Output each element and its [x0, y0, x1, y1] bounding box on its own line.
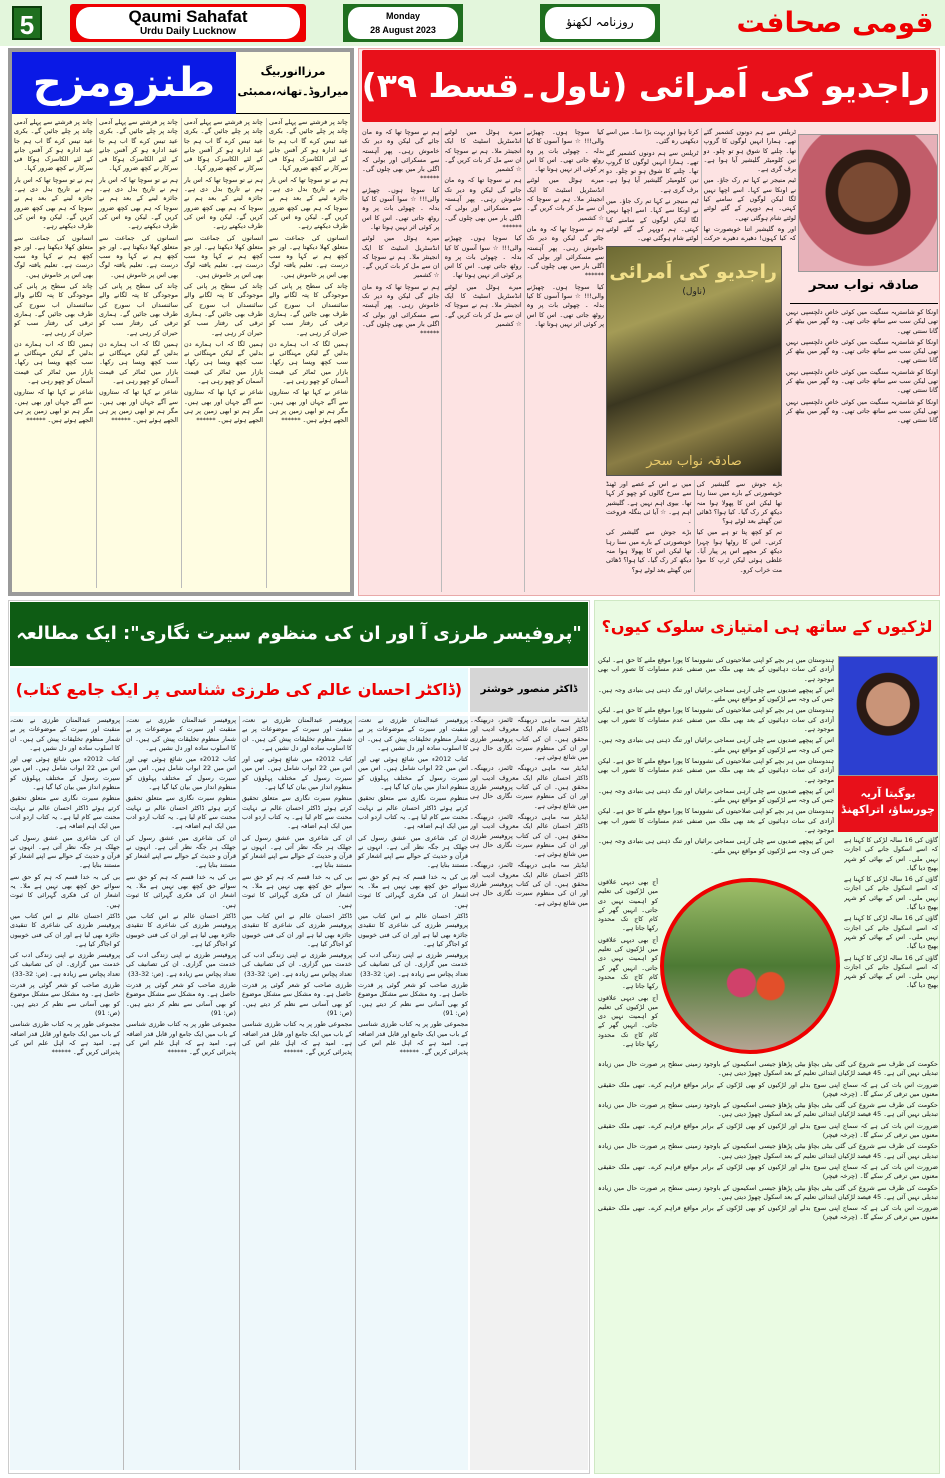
- professor-subheadline: (ڈاکٹر احسان عالم کی طرزی شناسی پر ایک جامع کتاب): [10, 668, 468, 712]
- paragraph: اس کے پیچھے صدیوں سے چلی آرہی سماجی برائیاں اور تنگ ذہنی ہی بنیادی وجہ ہیں۔ جس کی وجہ سے لڑکیوں کو مواقع نہیں ملتے۔: [598, 736, 834, 754]
- paragraph: حکومت کی طرف سے شروع کی گئی بیٹی بچاؤ بیٹی پڑھاؤ جیسی اسکیموں کے باوجود زمینی سطح پر صورت حال میں زیادہ تبدیلی نہیں آئی ہے۔ 45 فیصد لڑکیاں ابتدائی تعلیم کے بعد اسکول چھوڑ دیتی ہیں۔: [598, 1183, 938, 1201]
- paragraph: ضرورت اس بات کی ہے کہ سماج اپنی سوچ بدلے اور لڑکیوں کو بھی لڑکوں کے برابر مواقع فراہم کرے۔ تبھی ملک حقیقی معنوں میں ترقی کر سکے گا۔ (چرخہ فیچر): [598, 1204, 938, 1222]
- paragraph: بی کی بہ خدا قسم کہ ہم کو حق سے سوائے حق کچھ بھی نہیں ہے ملا۔ یہ اشعار ان کی فکری گہرائی کا ثبوت ہیں۔: [242, 872, 352, 909]
- day-label: Monday: [385, 11, 420, 21]
- paragraph: چاند کی سطح پر پانی کی موجودگی کا پتہ لگانے والے سائنسداں اب سورج کی طرف بھی جائیں گے۔ ہماری ترقی کی رفتار سب کو حیران کر رہی ہے۔: [269, 282, 348, 337]
- paragraph: ٹریلس سے ہم دونوں کشمیر گئے تھے۔ ہمارا انہیں لوگوں کا گروپ تھا۔ چلنے کا شوق ہو تو چلو۔ دو تین کلومیٹر گلیشیر آیا ہوا ہے۔ برف گری ہے۔: [606, 148, 699, 194]
- masthead-title: Qaumi Sahafat: [128, 7, 248, 26]
- professor-body: [10, 716, 468, 1470]
- girls-body-left: [598, 878, 658, 1058]
- masthead-logo: [70, 4, 306, 42]
- paragraph: منظوم سیرت نگاری سے متعلق تحقیق کرتے ہوئے ڈاکٹر احسان عالم نے نہایت محنت سے کام لیا ہے۔ یہ کتاب اردو ادب میں ایک اہم اضافہ ہے۔: [358, 794, 468, 831]
- tanz-body: [14, 118, 348, 588]
- paragraph: بی کی بہ خدا قسم کہ ہم کو حق سے سوائے حق کچھ بھی نہیں ہے ملا۔ یہ اشعار ان کی فکری گہرائی کا ثبوت ہیں۔: [126, 872, 236, 909]
- paragraph: طرزی صاحب کو شعر گوئی پر قدرت حاصل ہے۔ وہ مشکل سے مشکل موضوع کو بھی آسانی سے نظم کر دیتے ہیں۔ (ص: 91): [10, 981, 120, 1017]
- paragraph: ہم نے تو سوچا تھا کہ اس بار ہم نے تاریخ بدل دی ہے۔ جائزہ لینے کے بعد ہم نے سوچا کہ ہم بھی کچھ ضرور کریں گے۔ لیکن وہ اس کی طرف دیکھتے رہے۔: [99, 175, 178, 231]
- paragraph: ڈاکٹر احسان عالم نے اس کتاب میں پروفیسر طرزی کی شاعری کا تنقیدی جائزہ بھی لیا ہے اور ان کی فنی خوبیوں کو اجاگر کیا ہے۔: [242, 911, 352, 948]
- paragraph: کتاب 2012ء میں شائع ہوئی تھی اور اس میں 22 ابواب شامل ہیں۔ اس میں سیرت رسول کے مختلف پہلوؤں کو منظوم انداز میں بیان کیا گیا ہے۔: [126, 755, 236, 792]
- paragraph: میں نے اس کے غصے اور ٹھنڈ سے سرخ گالوں کو چھو کر کہا تھا۔ بیوی اہم نہیں ہے۔ گلیشیر اہم ہے۔ ☆ آیا ئی بنگلہ فروخت ۔: [606, 480, 692, 526]
- book-subtitle: (ناول): [682, 287, 706, 297]
- girls-headline: لڑکیوں کے ساتھ ہی امتیازی سلوک کیوں؟: [601, 617, 933, 636]
- paragraph: انسانوں کی جماعت سے متعلق کھلا دیکھتا ہے۔ اور جو کچھ ہم نے کہا وہ سب درست ہے۔ تعلیم یافتہ لوگ بھی اس پر خاموش ہیں۔: [269, 233, 348, 279]
- book-cover-image: [606, 246, 782, 476]
- paragraph: منظوم سیرت نگاری سے متعلق تحقیق کرتے ہوئے ڈاکٹر احسان عالم نے نہایت محنت سے کام لیا ہے۔ یہ کتاب اردو ادب میں ایک اہم اضافہ ہے۔: [126, 794, 236, 831]
- paragraph: پروفیسر عبدالمنان طرزی نے نعت، منقبت اور سیرت کے موضوعات پر بے شمار منظوم تخلیقات پیش کی ہیں۔ ان کا اسلوب سادہ اور دل نشیں ہے۔: [358, 716, 468, 752]
- paragraph: انسانوں کی جماعت سے متعلق کھلا دیکھتا ہے۔ اور جو کچھ ہم نے کہا وہ سب درست ہے۔ تعلیم یافتہ لوگ بھی اس پر خاموش ہیں۔: [184, 233, 263, 279]
- paragraph: پروفیسر طرزی نے اپنی زندگی ادب کی خدمت میں گزاری۔ ان کی تصانیف کی تعداد پچاس سے زیادہ ہے۔ (ص: 32-33): [358, 951, 468, 978]
- paragraph: ہم نے سوچا تھا کہ وہ مان جائے گی لیکن وہ دیر تک خاموش رہی۔ پھر آہستہ سے مسکرائی اور بولی کہ اگلی بار میں بھی چلوں گی۔ ******: [362, 282, 440, 338]
- paragraph: میرے ہوٹل میں لوٹنے انڈسٹریل اسٹیٹ کا ایک انجینئر ملا۔ ہم نے سوچا کہ ان سے مل کر بات کریں گے۔ ☆ کشمیر: [444, 282, 522, 328]
- paragraph: حکومت کی طرف سے شروع کی گئی بیٹی بچاؤ بیٹی پڑھاؤ جیسی اسکیموں کے باوجود زمینی سطح پر صورت حال میں زیادہ تبدیلی نہیں آئی ہے۔ 45 فیصد لڑکیاں ابتدائی تعلیم کے بعد اسکول چھوڑ دیتی ہیں۔: [598, 1101, 938, 1119]
- paragraph: منظوم سیرت نگاری سے متعلق تحقیق کرتے ہوئے ڈاکٹر احسان عالم نے نہایت محنت سے کام لیا ہے۔ یہ کتاب اردو ادب میں ایک اہم اضافہ ہے۔: [10, 794, 120, 831]
- paragraph: گاؤں کی 16 سالہ لڑکی کا کہنا ہے کہ اسے اسکول جانے کی اجازت نہیں ملی۔ اس کے بھائی کو شہر بھیج دیا گیا۔: [844, 953, 938, 990]
- paragraph: اونکا کو شاستریہ سنگیت میں کوئی خاص دلچسپی نہیں تھی لیکن سب سے ساتھ جاتی تھی۔ وہ گھر میں بیٹھ کر گانا سنتی تھی۔: [786, 337, 938, 365]
- paragraph: چاند پر فرشتے سے پہلے آدمی چاند پر چلے جائیں گے۔ بکری عید تیس کرے گا اب ہم جا عید ادارہ ہو کر آفس جانے کے لئے الکاسزک ہوکا فی سرکار نے کچھ ضرور کہا۔: [99, 118, 178, 173]
- paragraph: انسانوں کی جماعت سے متعلق کھلا دیکھتا ہے۔ اور جو کچھ ہم نے کہا وہ سب درست ہے۔ تعلیم یافتہ لوگ بھی اس پر خاموش ہیں۔: [14, 233, 93, 279]
- paragraph: آج بھی دیہی علاقوں میں لڑکیوں کی تعلیم کو اہمیت نہیں دی جاتی۔ انہیں گھر کے کام کاج تک محدود رکھا جاتا ہے۔: [598, 935, 658, 991]
- paragraph: منظوم سیرت نگاری سے متعلق تحقیق کرتے ہوئے ڈاکٹر احسان عالم نے نہایت محنت سے کام لیا ہے۔ یہ کتاب اردو ادب میں ایک اہم اضافہ ہے۔: [242, 794, 352, 831]
- tanz-location: میراروڈ۔تھانہ،ممبئی: [237, 85, 349, 98]
- roznama-label: روزنامہ لکھنؤ: [545, 7, 655, 39]
- paragraph: ہندوستان میں ہر بچے کو اپنی صلاحیتوں کی نشوونما کا پورا موقع ملنے کا حق ہے۔ لیکن آزادی کی سات دہائیوں کے بعد بھی ملک میں صنفی عدم مساوات کا تصور اب بھی موجود ہے۔: [598, 756, 834, 784]
- girls-body-bottom: [598, 1060, 938, 1470]
- paragraph: پروفیسر عبدالمنان طرزی نے نعت، منقبت اور سیرت کے موضوعات پر بے شمار منظوم تخلیقات پیش کی ہیں۔ ان کا اسلوب سادہ اور دل نشیں ہے۔: [126, 716, 236, 752]
- paragraph: شاعر نے کہا تھا کہ ستاروں سے آگے جہاں اور بھی ہیں۔ مگر ہم تو ابھی زمین پر ہی الجھے ہوئے ہیں۔ ******: [14, 388, 93, 425]
- paragraph: بی کی بہ خدا قسم کہ ہم کو حق سے سوائے حق کچھ بھی نہیں ہے ملا۔ یہ اشعار ان کی فکری گہرائی کا ثبوت ہیں۔: [10, 872, 120, 909]
- paragraph: چاند کی سطح پر پانی کی موجودگی کا پتہ لگانے والے سائنسداں اب سورج کی طرف بھی جائیں گے۔ ہماری ترقی کی رفتار سب کو حیران کر رہی ہے۔: [184, 282, 263, 337]
- paragraph: ڈاکٹر احسان عالم نے اس کتاب میں پروفیسر طرزی کی شاعری کا تنقیدی جائزہ بھی لیا ہے اور ان کی فنی خوبیوں کو اجاگر کیا ہے۔: [10, 911, 120, 948]
- paragraph: کیا سوچا ہوں۔ چھیڑنے والی!!! ☆ سوا آسوں کا کیا بدلہ ۔ چھوٹی بات پر وہ روٹھ جاتی تھی۔ اس کا اس پر کوئی اثر نہیں ہوتا تھا۔: [526, 282, 604, 328]
- girls-location: چورساؤ، اتراکھنڈ: [841, 803, 935, 816]
- paragraph: حکومت کی طرف سے شروع کی گئی بیٹی بچاؤ بیٹی پڑھاؤ جیسی اسکیموں کے باوجود زمینی سطح پر صورت حال میں زیادہ تبدیلی نہیں آئی ہے۔ 45 فیصد لڑکیاں ابتدائی تعلیم کے بعد اسکول چھوڑ دیتی ہیں۔: [598, 1060, 938, 1078]
- paragraph: چاند پر فرشتے سے پہلے آدمی چاند پر چلے جائیں گے۔ بکری عید تیس کرے گا اب ہم جا عید ادارہ ہو کر آفس جانے کے لئے الکاسزک ہوکا فی سرکار نے کچھ ضرور کہا۔: [184, 118, 263, 173]
- paragraph: شاعر نے کہا تھا کہ ستاروں سے آگے جہاں اور بھی ہیں۔ مگر ہم تو ابھی زمین پر ہی الجھے ہوئے ہیں۔ ******: [269, 388, 348, 425]
- paragraph: ان کی شاعری میں عشق رسول کی جھلک ہر جگہ نظر آتی ہے۔ انہوں نے قرآن و حدیث کے حوالے سے اپنے اشعار کو مستند بنایا ہے۔: [10, 833, 120, 870]
- paragraph: ان کی شاعری میں عشق رسول کی جھلک ہر جگہ نظر آتی ہے۔ انہوں نے قرآن و حدیث کے حوالے سے اپنے اشعار کو مستند بنایا ہے۔: [242, 833, 352, 870]
- paragraph: پروفیسر عبدالمنان طرزی نے نعت، منقبت اور سیرت کے موضوعات پر بے شمار منظوم تخلیقات پیش کی ہیں۔ ان کا اسلوب سادہ اور دل نشیں ہے۔: [10, 716, 120, 752]
- novel-author: صادقہ نواب سحر: [790, 278, 938, 304]
- paragraph: انسانوں کی جماعت سے متعلق کھلا دیکھتا ہے۔ اور جو کچھ ہم نے کہا وہ سب درست ہے۔ تعلیم یافتہ لوگ بھی اس پر خاموش ہیں۔: [99, 233, 178, 279]
- novel-body-right: [786, 308, 938, 594]
- paragraph: ڈاکٹر احسان عالم نے اس کتاب میں پروفیسر طرزی کی شاعری کا تنقیدی جائزہ بھی لیا ہے اور ان کی فنی خوبیوں کو اجاگر کیا ہے۔: [358, 911, 468, 948]
- paragraph: ہمیں لگا کہ اب ہمارے دن بدلیں گے لیکن مہنگائی نے سب کچھ ویسا ہی رکھا۔ بازار میں ٹماٹر کی قیمت آسمان کو چھو رہی ہے۔: [269, 339, 348, 386]
- girls-body-right: [844, 836, 938, 1056]
- paragraph: ایڈیٹر سہ ماہی دربھنگہ ٹائمز، دربھنگہ۔ ڈاکٹر احسان عالم ایک معروف ادیب اور محقق ہیں۔ ان کی کتاب پروفیسر طرزی اور ان کی منظوم سیرت نگاری حال ہی میں شائع ہوئی ہے۔: [470, 861, 588, 907]
- paragraph: ضرورت اس بات کی ہے کہ سماج اپنی سوچ بدلے اور لڑکیوں کو بھی لڑکوں کے برابر مواقع فراہم کرے۔ تبھی ملک حقیقی معنوں میں ترقی کر سکے گا۔ (چرخہ فیچر): [598, 1080, 938, 1098]
- roznama-box: [540, 4, 660, 42]
- paragraph: شاعر نے کہا تھا کہ ستاروں سے آگے جہاں اور بھی ہیں۔ مگر ہم تو ابھی زمین پر ہی الجھے ہوئے ہیں۔ ******: [99, 388, 178, 425]
- paragraph: ہم نے تو سوچا تھا کہ اس بار ہم نے تاریخ بدل دی ہے۔ جائزہ لینے کے بعد ہم نے سوچا کہ ہم بھی کچھ ضرور کریں گے۔ لیکن وہ اس کی طرف دیکھتے رہے۔: [184, 175, 263, 231]
- girls-author: یوگیتا آریہ: [860, 787, 916, 800]
- paragraph: چاند کی سطح پر پانی کی موجودگی کا پتہ لگانے والے سائنسداں اب سورج کی طرف بھی جائیں گے۔ ہماری ترقی کی رفتار سب کو حیران کر رہی ہے۔: [14, 282, 93, 337]
- paragraph: ہندوستان میں ہر بچے کو اپنی صلاحیتوں کی نشوونما کا پورا موقع ملنے کا حق ہے۔ لیکن آزادی کی سات دہائیوں کے بعد بھی ملک میں صنفی عدم مساوات کا تصور اب بھی موجود ہے۔: [598, 807, 834, 835]
- paragraph: میرے ہوٹل میں لوٹنے انڈسٹریل اسٹیٹ کا ایک انجینئر ملا۔ ہم نے سوچا کہ ان سے مل کر بات کریں گے۔ ☆ کشمیر: [444, 128, 522, 174]
- paragraph: کتاب 2012ء میں شائع ہوئی تھی اور اس میں 22 ابواب شامل ہیں۔ اس میں سیرت رسول کے مختلف پہلوؤں کو منظوم انداز میں بیان کیا گیا ہے۔: [358, 755, 468, 792]
- paragraph: اس کے پیچھے صدیوں سے چلی آرہی سماجی برائیاں اور تنگ ذہنی ہی بنیادی وجہ ہیں۔ جس کی وجہ سے لڑکیوں کو مواقع نہیں ملتے۔: [598, 685, 834, 704]
- paragraph: مجموعی طور پر یہ کتاب طرزی شناسی کے باب میں ایک جامع اور قابل قدر اضافہ ہے۔ امید ہے کہ اہل علم اس کی پذیرائی کریں گے۔ ******: [10, 1020, 120, 1057]
- paragraph: اونکا کو شاستریہ سنگیت میں کوئی خاص دلچسپی نہیں تھی لیکن سب سے ساتھ جاتی تھی۔ وہ گھر میں بیٹھ کر گانا سنتی تھی۔: [786, 308, 938, 335]
- paragraph: آج بھی دیہی علاقوں میں لڑکیوں کی تعلیم کو اہمیت نہیں دی جاتی۔ انہیں گھر کے کام کاج تک محدود رکھا جاتا ہے۔: [598, 878, 658, 933]
- paragraph: ڈاکٹر احسان عالم نے اس کتاب میں پروفیسر طرزی کی شاعری کا تنقیدی جائزہ بھی لیا ہے اور ان کی فنی خوبیوں کو اجاگر کیا ہے۔: [126, 911, 236, 948]
- tanz-heading: طنزومزح: [12, 52, 236, 114]
- paragraph: بڑے جوش سے گلیشیر کی خوبصورتی کے بارے میں سنا رہا تھا لیکن اس کا پھولا ہوا منہ دیکھ کر رک گیا۔ کیا ہوا؟ ڈھائی تین گھنٹے بعد لوٹے ہو؟: [696, 480, 782, 526]
- paragraph: پروفیسر طرزی نے اپنی زندگی ادب کی خدمت میں گزاری۔ ان کی تصانیف کی تعداد پچاس سے زیادہ ہے۔ (ص: 32-33): [126, 951, 236, 978]
- novel-body-top: [606, 128, 796, 244]
- paragraph: ایڈیٹر سہ ماہی دربھنگہ ٹائمز، دربھنگہ۔ ڈاکٹر احسان عالم ایک معروف ادیب اور محقق ہیں۔ ان کی کتاب پروفیسر طرزی اور ان کی منظوم سیرت نگاری حال ہی میں شائع ہوئی ہے۔: [470, 716, 588, 762]
- novel-body: [362, 128, 604, 592]
- professor-author: ڈاکٹر منصور خوشتر: [470, 668, 588, 712]
- paragraph: ہم نے سوچا تھا کہ وہ مان جائے گی لیکن وہ دیر تک خاموش رہی۔ پھر آہستہ سے مسکرائی اور بولی کہ اگلی بار میں بھی چلوں گی۔ ******: [526, 224, 604, 280]
- paragraph: مجموعی طور پر یہ کتاب طرزی شناسی کے باب میں ایک جامع اور قابل قدر اضافہ ہے۔ امید ہے کہ اہل علم اس کی پذیرائی کریں گے۔ ******: [125, 1020, 236, 1057]
- paragraph: اس کے پیچھے صدیوں سے چلی آرہی سماجی برائیاں اور تنگ ذہنی ہی بنیادی وجہ ہیں۔ جس کی وجہ سے لڑکیوں کو مواقع نہیں ملتے۔: [598, 837, 834, 855]
- paragraph: طرزی صاحب کو شعر گوئی پر قدرت حاصل ہے۔ وہ مشکل سے مشکل موضوع کو بھی آسانی سے نظم کر دیتے ہیں۔ (ص: 91): [126, 981, 236, 1017]
- paragraph: کتاب 2012ء میں شائع ہوئی تھی اور اس میں 22 ابواب شامل ہیں۔ اس میں سیرت رسول کے مختلف پہلوؤں کو منظوم انداز میں بیان کیا گیا ہے۔: [10, 755, 120, 792]
- paragraph: ٹیم منیجر نے کہا تم رک جاؤ۔ میں نے اونکا سے کہا۔ اسے اچھا نہیں لگا لیکن لوگوں کے سامنے کیا کہتی۔ ہم دوپہر کے گئے لوٹتے لوٹتے شام ہوگئی تھی۔: [606, 197, 699, 243]
- paragraph: پروفیسر عبدالمنان طرزی نے نعت، منقبت اور سیرت کے موضوعات پر بے شمار منظوم تخلیقات پیش کی ہیں۔ ان کا اسلوب سادہ اور دل نشیں ہے۔: [242, 716, 352, 752]
- paragraph: تم کو کچھ پتا تو ہے میں کیا کرتی۔ اس کا روٹھا ہوا چہرا دیکھ کر مجھے اس پر پیار آیا۔ غلطی ہوئی لیکن ٹرپ کا موڈ مت خراب کرو۔: [696, 528, 782, 574]
- paragraph: ایڈیٹر سہ ماہی دربھنگہ ٹائمز، دربھنگہ۔ ڈاکٹر احسان عالم ایک معروف ادیب اور محقق ہیں۔ ان کی کتاب پروفیسر طرزی اور ان کی منظوم سیرت نگاری حال ہی میں شائع ہوئی ہے۔: [470, 812, 588, 859]
- book-title: راجدیو کی اَمرائی: [609, 261, 777, 283]
- book-author: صادقہ نواب سحر: [646, 454, 742, 469]
- paragraph: پروفیسر طرزی نے اپنی زندگی ادب کی خدمت میں گزاری۔ ان کی تصانیف کی تعداد پچاس سے زیادہ ہے۔ (ص: 32-33): [242, 951, 352, 978]
- paragraph: ہمیں لگا کہ اب ہمارے دن بدلیں گے لیکن مہنگائی نے سب کچھ ویسا ہی رکھا۔ بازار میں ٹماٹر کی قیمت آسمان کو چھو رہی ہے۔: [99, 339, 178, 386]
- paragraph: ضرورت اس بات کی ہے کہ سماج اپنی سوچ بدلے اور لڑکیوں کو بھی لڑکوں کے برابر مواقع فراہم کرے۔ تبھی ملک حقیقی معنوں میں ترقی کر سکے گا۔ (چرخہ فیچر): [598, 1121, 938, 1140]
- paragraph: ہندوستان میں ہر بچے کو اپنی صلاحیتوں کی نشوونما کا پورا موقع ملنے کا حق ہے۔ لیکن آزادی کی سات دہائیوں کے بعد بھی ملک میں صنفی عدم مساوات کا تصور اب بھی موجود ہے۔: [598, 706, 834, 734]
- paragraph: گاؤں کی 16 سالہ لڑکی کا کہنا ہے کہ اسے اسکول جانے کی اجازت نہیں ملی۔ اس کے بھائی کو شہر بھیج دیا گیا۔: [844, 836, 938, 872]
- paragraph: میرے ہوٹل میں لوٹنے انڈسٹریل اسٹیٹ کا ایک انجینئر ملا۔ ہم نے سوچا کہ ان سے مل کر بات کریں گے۔ ☆ کشمیر: [526, 176, 604, 222]
- paragraph: میرے ہوٹل میں لوٹنے انڈسٹریل اسٹیٹ کا ایک انجینئر ملا۔ ہم نے سوچا کہ ان سے مل کر بات کریں گے۔ ☆ کشمیر: [362, 234, 440, 280]
- paragraph: ہندوستان میں ہر بچے کو اپنی صلاحیتوں کی نشوونما کا پورا موقع ملنے کا حق ہے۔ لیکن آزادی کی سات دہائیوں کے بعد بھی ملک میں صنفی عدم مساوات کا تصور اب بھی موجود ہے۔: [598, 656, 834, 683]
- date-label: 28 August 2023: [370, 25, 436, 35]
- paragraph: کیا سوچا ہوں۔ چھیڑنے والی!!! ☆ سوا آسوں کا کیا بدلہ ۔ چھوٹی بات پر وہ روٹھ جاتی تھی۔ اس کا اس پر کوئی اثر نہیں ہوتا تھا۔: [526, 128, 604, 174]
- paragraph: کیا سوچا ہوں۔ چھیڑنے والی!!! ☆ سوا آسوں کا کیا بدلہ ۔ چھوٹی بات پر وہ روٹھ جاتی تھی۔ اس کا اس پر کوئی اثر نہیں ہوتا تھا۔: [362, 185, 440, 231]
- paragraph: ہم نے تو سوچا تھا کہ اس بار ہم نے تاریخ بدل دی ہے۔ جائزہ لینے کے بعد ہم نے سوچا کہ ہم بھی کچھ ضرور کریں گے۔ لیکن وہ اس کی طرف دیکھتے رہے۔: [14, 175, 93, 231]
- paragraph: مجموعی طور پر یہ کتاب طرزی شناسی کے باب میں ایک جامع اور قابل قدر اضافہ ہے۔ امید ہے کہ اہل علم اس کی پذیرائی کریں گے۔ ******: [357, 1020, 468, 1057]
- paragraph: پروفیسر طرزی نے اپنی زندگی ادب کی خدمت میں گزاری۔ ان کی تصانیف کی تعداد پچاس سے زیادہ ہے۔ (ص: 32-33): [10, 951, 120, 978]
- paragraph: ضرورت اس بات کی ہے کہ سماج اپنی سوچ بدلے اور لڑکیوں کو بھی لڑکوں کے برابر مواقع فراہم کرے۔ تبھی ملک حقیقی معنوں میں ترقی کر سکے گا۔ (چرخہ فیچر): [598, 1162, 938, 1181]
- paragraph: گاؤں کی 16 سالہ لڑکی کا کہنا ہے کہ اسے اسکول جانے کی اجازت نہیں ملی۔ اس کے بھائی کو شہر بھیج دیا گیا۔: [844, 914, 938, 951]
- paragraph: کتاب 2012ء میں شائع ہوئی تھی اور اس میں 22 ابواب شامل ہیں۔ اس میں سیرت رسول کے مختلف پہلوؤں کو منظوم انداز میں بیان کیا گیا ہے۔: [242, 755, 352, 792]
- paragraph: گاؤں کی 16 سالہ لڑکی کا کہنا ہے کہ اسے اسکول جانے کی اجازت نہیں ملی۔ اس کے بھائی کو شہر بھیج دیا گیا۔: [844, 875, 938, 912]
- masthead-subtitle: Urdu Daily Lucknow: [139, 26, 237, 37]
- paragraph: آج بھی دیہی علاقوں میں لڑکیوں کی تعلیم کو اہمیت نہیں دی جاتی۔ انہیں گھر کے کام کاج تک محدود رکھا جاتا ہے۔: [598, 993, 658, 1049]
- paragraph: چاند پر فرشتے سے پہلے آدمی چاند پر چلے جائیں گے۔ بکری عید تیس کرے گا اب ہم جا عید ادارہ ہو کر آفس جانے کے لئے الکاسزک ہوکا فی سرکار نے کچھ ضرور کہا۔: [269, 118, 348, 173]
- paragraph: طرزی صاحب کو شعر گوئی پر قدرت حاصل ہے۔ وہ مشکل سے مشکل موضوع کو بھی آسانی سے نظم کر دیتے ہیں۔ (ص: 91): [358, 981, 468, 1017]
- paragraph: اور وہ گلیشیر اتنا خوبصورت تھا کہ کیا کہوں! دھیرے دھیرے حرکت کرتا ہوا اور بہت بڑا سا۔ میں اسے دیکھتی رہ گئی۔: [606, 128, 796, 243]
- paragraph: ہمیں لگا کہ اب ہمارے دن بدلیں گے لیکن مہنگائی نے سب کچھ ویسا ہی رکھا۔ بازار میں ٹماٹر کی قیمت آسمان کو چھو رہی ہے۔: [184, 339, 263, 386]
- professor-headline: "پروفیسر طرزی آ اور ان کی منظوم سیرت نگاری": ایک مطالعہ: [10, 602, 588, 666]
- paragraph: ایڈیٹر سہ ماہی دربھنگہ ٹائمز، دربھنگہ۔ ڈاکٹر احسان عالم ایک معروف ادیب اور محقق ہیں۔ ان کی کتاب پروفیسر طرزی اور ان کی منظوم سیرت نگاری حال ہی میں شائع ہوئی ہے۔: [470, 764, 588, 810]
- novel-headline: راجدیو کی اَمرائی (ناول۔قسط ۳۹): [362, 50, 936, 122]
- paragraph: ہم نے سوچا تھا کہ وہ مان جائے گی لیکن وہ دیر تک خاموش رہی۔ پھر آہستہ سے مسکرائی اور بولی کہ اگلی بار میں بھی چلوں گی۔ ******: [362, 128, 440, 183]
- paragraph: ٹریلس سے ہم دونوں کشمیر گئے تھے۔ ہمارا انہیں لوگوں کا گروپ تھا۔ چلنے کا شوق ہو تو چلو۔ دو تین کلومیٹر گلیشیر آیا ہوا ہے۔ برف گری ہے۔: [703, 128, 796, 174]
- novel-body-bottom: [606, 480, 782, 592]
- paragraph: ان کی شاعری میں عشق رسول کی جھلک ہر جگہ نظر آتی ہے۔ انہوں نے قرآن و حدیث کے حوالے سے اپنے اشعار کو مستند بنایا ہے۔: [126, 833, 236, 870]
- professor-body-first-column: [470, 716, 588, 1470]
- paragraph: ہمیں لگا کہ اب ہمارے دن بدلیں گے لیکن مہنگائی نے سب کچھ ویسا ہی رکھا۔ بازار میں ٹماٹر کی قیمت آسمان کو چھو رہی ہے۔: [14, 339, 93, 386]
- paragraph: ٹیم منیجر نے کہا تم رک جاؤ۔ میں نے اونکا سے کہا۔ اسے اچھا نہیں لگا لیکن لوگوں کے سامنے کیا کہتی۔ ہم دوپہر کے گئے لوٹتے لوٹتے شام ہوگئی تھی۔: [703, 176, 796, 222]
- tanz-byline: [236, 52, 350, 114]
- paragraph: چاند پر فرشتے سے پہلے آدمی چاند پر چلے جائیں گے۔ بکری عید تیس کرے گا اب ہم جا عید ادارہ ہو کر آفس جانے کے لئے الکاسزک ہوکا فی سرکار نے کچھ ضرور کہا۔: [14, 118, 93, 173]
- date-box: [343, 4, 463, 42]
- page-number: 5: [12, 6, 42, 40]
- girls-body: [598, 656, 834, 876]
- paragraph: بی کی بہ خدا قسم کہ ہم کو حق سے سوائے حق کچھ بھی نہیں ہے ملا۔ یہ اشعار ان کی فکری گہرائی کا ثبوت ہیں۔: [358, 872, 468, 909]
- girls-byline: [838, 776, 938, 832]
- paragraph: اونکا کو شاستریہ سنگیت میں کوئی خاص دلچسپی نہیں تھی لیکن سب سے ساتھ جاتی تھی۔ وہ گھر میں بیٹھ کر گانا سنتی تھی۔: [786, 367, 938, 395]
- paragraph: مجموعی طور پر یہ کتاب طرزی شناسی کے باب میں ایک جامع اور قابل قدر اضافہ ہے۔ امید ہے کہ اہل علم اس کی پذیرائی کریں گے۔ ******: [241, 1020, 352, 1057]
- urdu-title: قومی صحافت: [736, 6, 934, 39]
- paragraph: چاند کی سطح پر پانی کی موجودگی کا پتہ لگانے والے سائنسداں اب سورج کی طرف بھی جائیں گے۔ ہماری ترقی کی رفتار سب کو حیران کر رہی ہے۔: [99, 282, 178, 337]
- paragraph: ہم نے تو سوچا تھا کہ اس بار ہم نے تاریخ بدل دی ہے۔ جائزہ لینے کے بعد ہم نے سوچا کہ ہم بھی کچھ ضرور کریں گے۔ لیکن وہ اس کی طرف دیکھتے رہے۔: [269, 175, 348, 231]
- paragraph: کیا سوچا ہوں۔ چھیڑنے والی!!! ☆ سوا آسوں کا کیا بدلہ ۔ چھوٹی بات پر وہ روٹھ جاتی تھی۔ اس کا اس پر کوئی اثر نہیں ہوتا تھا۔: [444, 234, 522, 280]
- paragraph: اونکا کو شاستریہ سنگیت میں کوئی خاص دلچسپی نہیں تھی لیکن سب سے ساتھ جاتی تھی۔ وہ گھر میں بیٹھ کر گانا سنتی تھی۔: [786, 397, 938, 425]
- paragraph: شاعر نے کہا تھا کہ ستاروں سے آگے جہاں اور بھی ہیں۔ مگر ہم تو ابھی زمین پر ہی الجھے ہوئے ہیں۔ ******: [184, 388, 263, 425]
- paragraph: ہم نے سوچا تھا کہ وہ مان جائے گی لیکن وہ دیر تک خاموش رہی۔ پھر آہستہ سے مسکرائی اور بولی کہ اگلی بار میں بھی چلوں گی۔ ******: [444, 176, 522, 231]
- paragraph: طرزی صاحب کو شعر گوئی پر قدرت حاصل ہے۔ وہ مشکل سے مشکل موضوع کو بھی آسانی سے نظم کر دیتے ہیں۔ (ص: 91): [242, 981, 352, 1017]
- paragraph: حکومت کی طرف سے شروع کی گئی بیٹی بچاؤ بیٹی پڑھاؤ جیسی اسکیموں کے باوجود زمینی سطح پر صورت حال میں زیادہ تبدیلی نہیں آئی ہے۔ 45 فیصد لڑکیاں ابتدائی تعلیم کے بعد اسکول چھوڑ دیتی ہیں۔: [598, 1142, 938, 1160]
- tanz-author: مرزاانوربیگ: [260, 65, 326, 78]
- paragraph: ان کی شاعری میں عشق رسول کی جھلک ہر جگہ نظر آتی ہے۔ انہوں نے قرآن و حدیث کے حوالے سے اپنے اشعار کو مستند بنایا ہے۔: [358, 833, 468, 870]
- paragraph: اس کے پیچھے صدیوں سے چلی آرہی سماجی برائیاں اور تنگ ذہنی ہی بنیادی وجہ ہیں۔ جس کی وجہ سے لڑکیوں کو مواقع نہیں ملتے۔: [598, 786, 834, 805]
- author-photo: [838, 656, 938, 776]
- paragraph: بڑے جوش سے گلیشیر کی خوبصورتی کے بارے میں سنا رہا تھا لیکن اس کا پھولا ہوا منہ دیکھ کر رک گیا۔ کیا ہوا؟ ڈھائی تین گھنٹے بعد لوٹے ہو؟: [606, 528, 692, 574]
- girls-walking-photo: [660, 878, 840, 1054]
- author-photo: [798, 134, 938, 272]
